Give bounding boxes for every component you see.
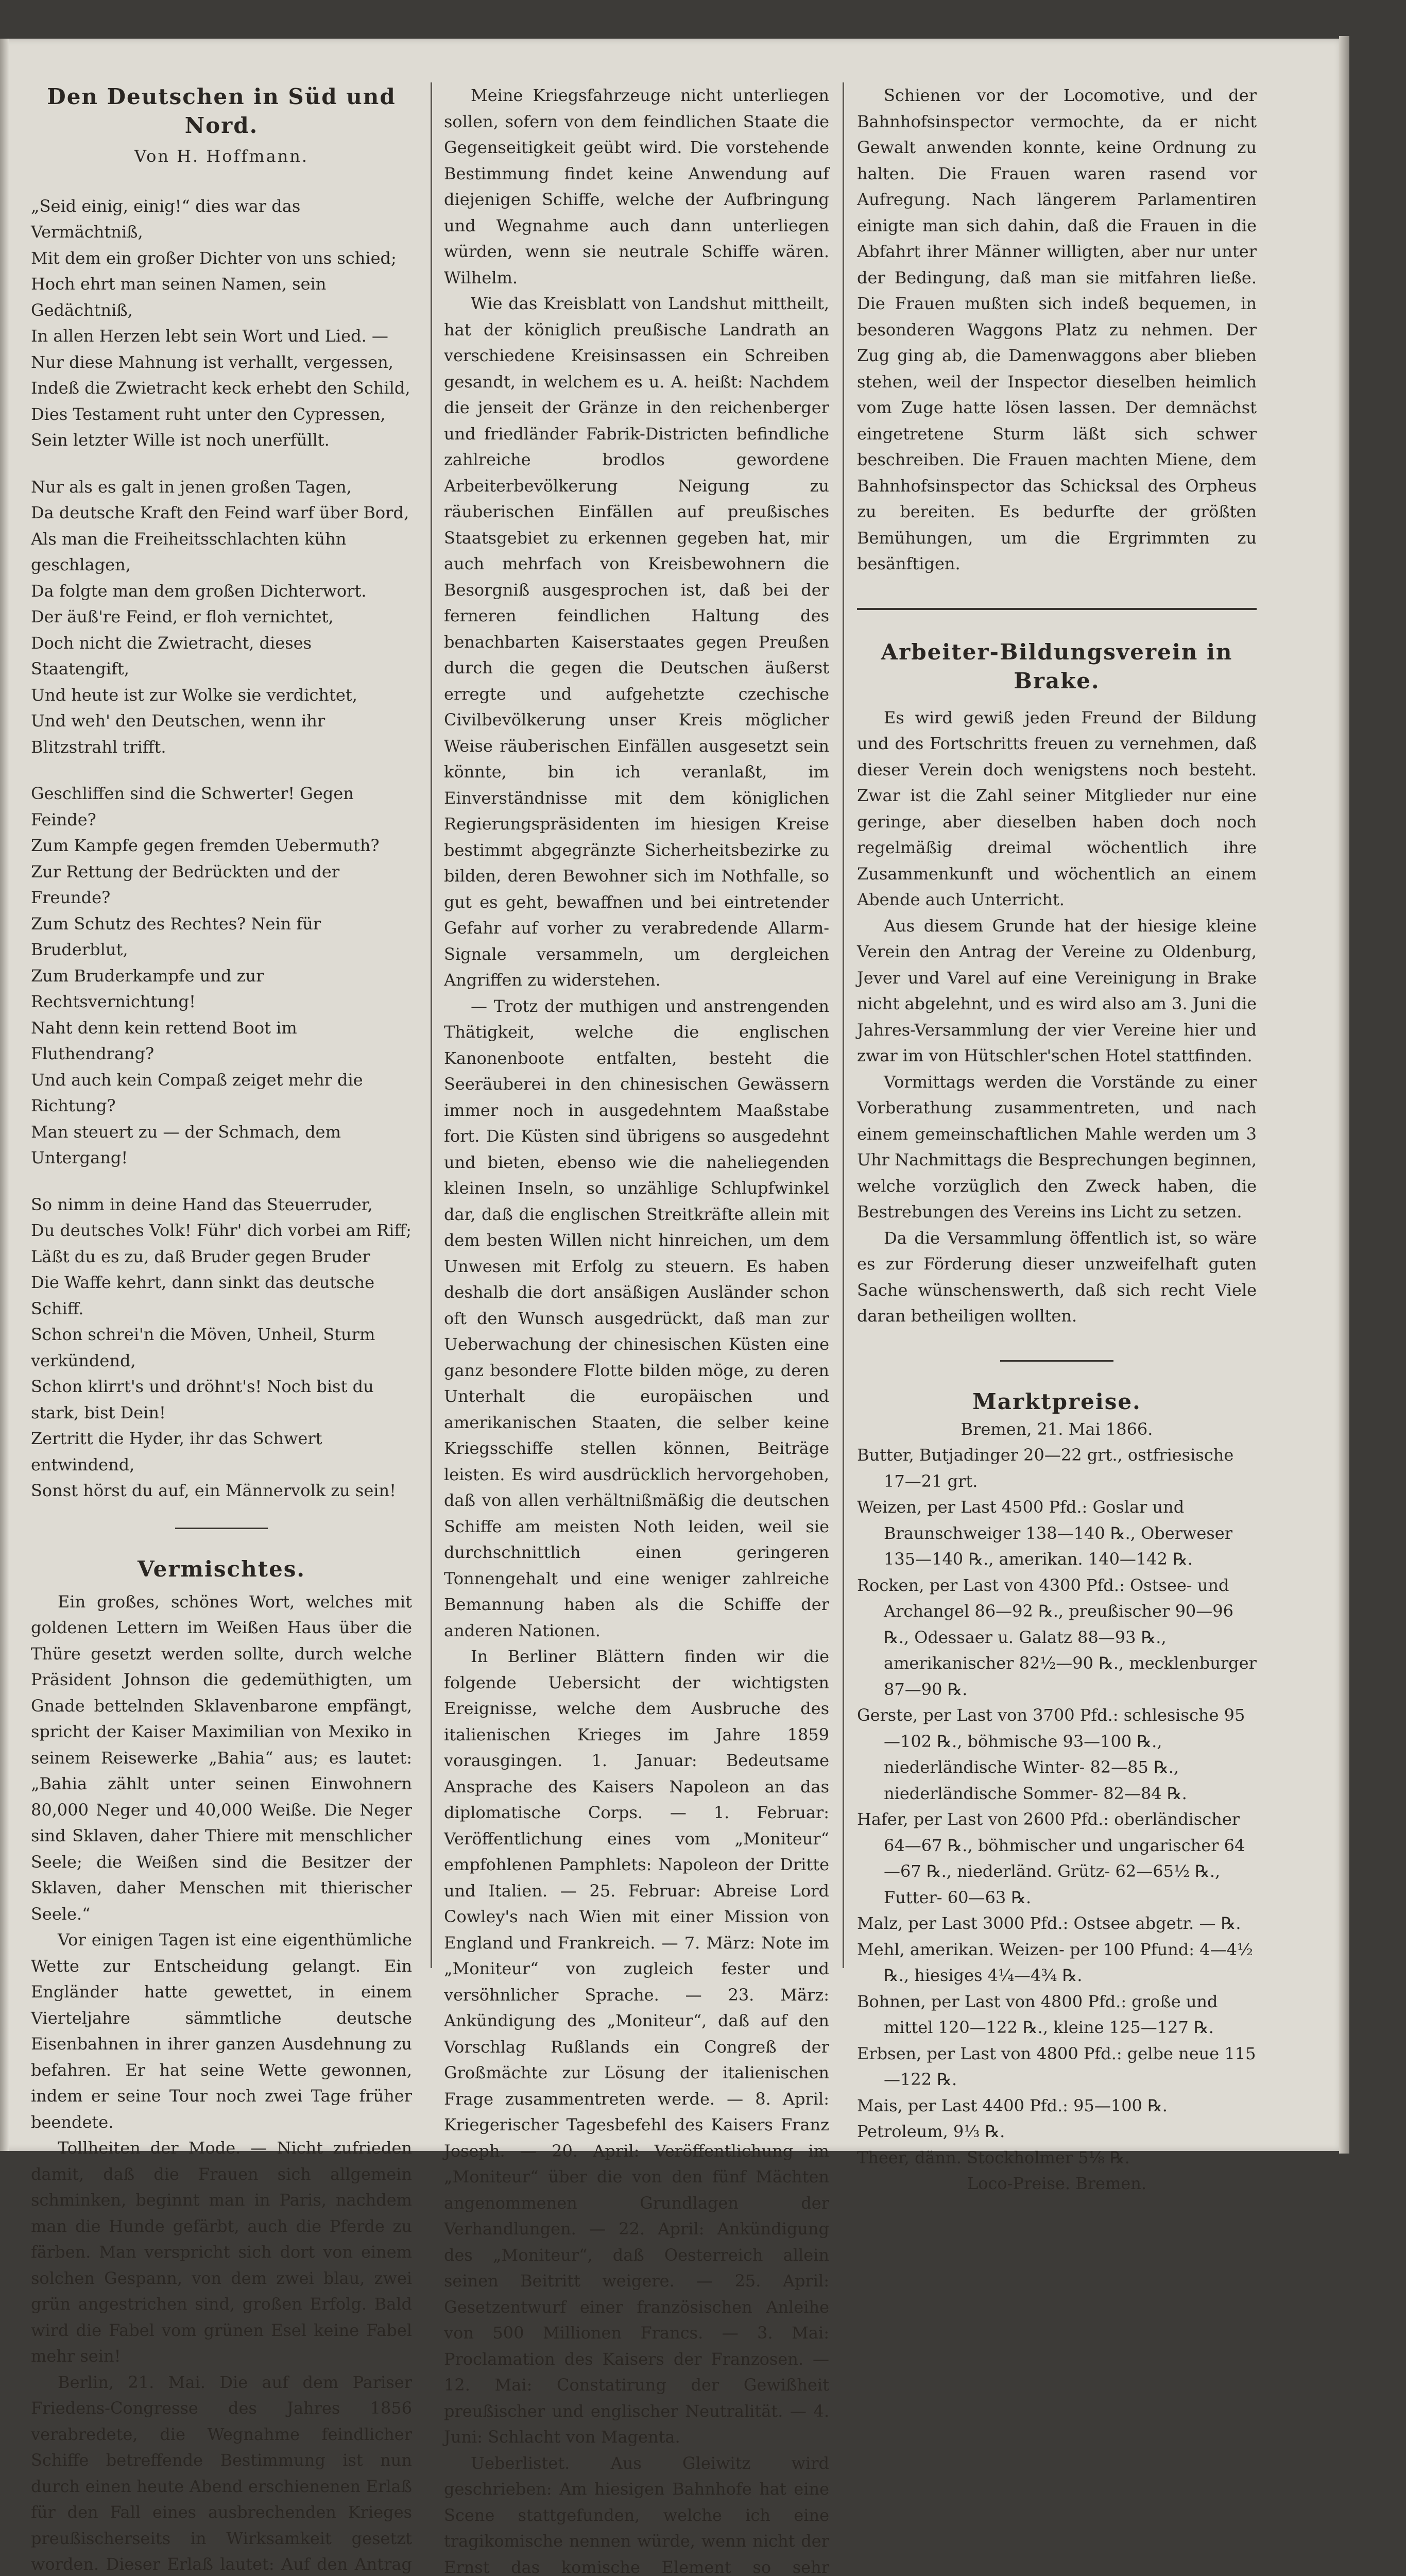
poem-line: Und weh' den Deutschen, wenn ihr Blitzstrahl trifft. bbox=[31, 708, 412, 760]
poem-line: Schon klirrt's und dröhnt's! Noch bist du stark, bist Dein! bbox=[31, 1374, 412, 1426]
marktpreise-title: Marktpreise. bbox=[857, 1387, 1257, 1416]
poem-line: Dies Testament ruht unter den Cypressen, bbox=[31, 401, 412, 428]
poem-line: Und heute ist zur Wolke sie verdichtet, bbox=[31, 682, 412, 708]
poem-author: Von H. Hoffmann. bbox=[31, 143, 412, 170]
poem-stanza bbox=[31, 193, 412, 453]
column-2-body bbox=[444, 82, 829, 2576]
price-entry: Rocken, per Last von 4300 Pfd.: Ostsee- und Archangel 86—92 ℞., preußischer 90—96 ℞., Odessaer u. Galatz 88—93 ℞., amerikanischer 82½—90 ℞., mecklenburger 87—90 ℞. bbox=[857, 1572, 1257, 1703]
poem-stanza bbox=[31, 781, 412, 1171]
price-entry: Butter, Butjadinger 20—22 grt., ostfriesische 17—21 grt. bbox=[857, 1442, 1257, 1494]
column-3-body bbox=[857, 82, 1257, 577]
poem-line: Da folgte man dem großen Dichterwort. bbox=[31, 578, 412, 604]
article-paragraph: Tollheiten der Mode. — Nicht zufrieden damit, daß die Frauen sich allgemein schminken, beginnt man in Paris, nachdem man die Hunde gefärbt, auch die Pferde zu färben. Man verspricht sich dort von einem solchen Gespann, von dem zwei blau, zwei grün angestrichen sind, großen Erfolg. Bald wird die Fabel vom grünen Esel keine Fabel mehr sein! bbox=[31, 2135, 412, 2369]
article-paragraph: Ein großes, schönes Wort, welches mit goldenen Lettern im Weißen Haus über die Thüre gesetzt werden sollte, durch welche Präsident Johnson die gedemüthigten, um Gnade bettelnden Sklavenbarone empfängt, spricht der Kaiser Maximilian von Mexiko in seinem Reisewerke „Bahia“ aus; es lautet: „Bahia zählt unter seinen Einwohnern 80,000 Neger und 40,000 Weiße. Die Neger sind Sklaven, daher Thiere mit menschlicher Seele; die Weißen sind die Besitzer der Sklaven, daher Menschen mit thierischer Seele.“ bbox=[31, 1589, 412, 1927]
column-rule-right bbox=[843, 82, 844, 1968]
column-rule-left bbox=[431, 82, 432, 1968]
poem bbox=[31, 193, 412, 1504]
poem-line: Als man die Freiheitsschlachten kühn geschlagen, bbox=[31, 526, 412, 578]
poem-stanza bbox=[31, 474, 412, 760]
poem-line: Sonst hörst du auf, ein Männervolk zu sein! bbox=[31, 1478, 412, 1504]
article-paragraph: In Berliner Blättern finden wir die folgende Uebersicht der wichtigsten Ereignisse, welche dem Ausbruche des italienischen Krieges im Jahre 1859 vorausgingen. 1. Januar: Bedeutsame Ansprache des Kaisers Napoleon an das diplomatische Corps. — 1. Februar: Veröffentlichung eines vom „Moniteur“ empfohlenen Pamphlets: Napoleon der Dritte und Italien. — 25. Februar: Abreise Lord Cowley's nach Wien mit einer Mission von England und Frankreich. — 7. März: Note im „Moniteur“ von zugleich fester und versöhnlicher Sprache. — 23. März: Ankündigung des „Moniteur“, daß auf den Vorschlag Rußlands ein Congreß der Großmächte zur Lösung der italienischen Frage zusammentreten werde. — 8. April: Kriegerischer Tagesbefehl des Kaisers Franz Joseph. — 20. April: Veröffentlichung im „Moniteur“ über die von den fünf Mächten angenommenen Grundlagen der Verhandlungen. — 22. April: Ankündigung des „Moniteur“, daß Oesterreich allein seinen Beitritt weigere. — 25. April: Gesetzentwurf einer französischen Anleihe von 500 Millionen Francs. — 3. Mai: Proclamation des Kaisers der Franzosen. — 12. Mai: Constatirung der Gewißheit preußischer und englischer Neutralität. — 4. Juni: Schlacht von Magenta. bbox=[444, 1643, 829, 2450]
marktpreise-list bbox=[857, 1442, 1257, 2171]
poem-line: Geschliffen sind die Schwerter! Gegen Feinde? bbox=[31, 781, 412, 833]
poem-line: Läßt du es zu, daß Bruder gegen Bruder bbox=[31, 1244, 412, 1270]
poem-line: Mit dem ein großer Dichter von uns schied; bbox=[31, 245, 412, 272]
article-paragraph: Meine Kriegsfahrzeuge nicht unterliegen sollen, sofern von dem feindlichen Staate die Gegenseitigkeit geübt wird. Die vorstehende Bestimmung findet keine Anwendung auf diejenigen Schiffe, welche der Aufbringung und Wegnahme auch dann unterliegen würden, wenn sie neutrale Schiffe wären. Wilhelm. bbox=[444, 82, 829, 291]
price-entry: Malz, per Last 3000 Pfd.: Ostsee abgetr. — ℞. bbox=[857, 1910, 1257, 1937]
poem-line: Nur als es galt in jenen großen Tagen, bbox=[31, 474, 412, 500]
poem-line: Nur diese Mahnung ist verhallt, vergessen, bbox=[31, 349, 412, 376]
article-paragraph: Berlin, 21. Mai. Die auf dem Pariser Friedens-Congresse des Jahres 1856 verabredete, die Wegnahme feindlicher Schiffe betreffende Bestimmung ist nun durch einen heute Abend erschienenen Erlaß für den Fall eines ausbrechenden Krieges preußischerseits in Wirksamkeit gesetzt worden. Dieser Erlaß lautet: Auf den Antrag bbox=[31, 2369, 412, 2576]
poem-line: Doch nicht die Zwietracht, dieses Staatengift, bbox=[31, 630, 412, 682]
column-3 bbox=[857, 82, 1257, 2197]
page-gutter bbox=[0, 39, 9, 2151]
article-paragraph: — Trotz der muthigen und anstrengenden Thätigkeit, welche die englischen Kanonenboote entfalten, besteht die Seeräuberei in den chinesischen Gewässern immer noch in ausgedehntem Maaßstabe fort. Die Küsten sind übrigens so ausgedehnt und bieten, ebenso wie die naheliegenden kleinen Inseln, so unzählige Schlupfwinkel dar, daß die englischen Streitkräfte allein mit dem besten Willen nicht hinreichen, um dem Unwesen mit Erfolg zu steuern. Es haben deshalb die dort ansäßigen Ausländer schon oft den Wunsch ausgedrückt, daß man zur Ueberwachung der chinesischen Küsten eine ganz besondere Flotte bilden möge, zu deren Unterhalt die europäischen und amerikanischen Staaten, die selber keine Kriegsschiffe stellen können, Beiträge leisten. Es wird ausdrücklich hervorgehoben, daß von allen verhältnißmäßig die deutschen Schiffe am meisten Noth leiden, weil sie durchschnittlich einen geringeren Tonnengehalt und eine weniger zahlreiche Bemannung haben als die Schiffe der anderen Nationen. bbox=[444, 993, 829, 1644]
marktpreise-footer: Loco-Preise. Bremen. bbox=[857, 2171, 1257, 2197]
verein-title: Arbeiter-Bildungsverein in Brake. bbox=[857, 638, 1257, 696]
poem-line: Naht denn kein rettend Boot im Fluthendrang? bbox=[31, 1015, 412, 1067]
poem-line: In allen Herzen lebt sein Wort und Lied. — bbox=[31, 323, 412, 349]
vermischtes-title: Vermischtes. bbox=[31, 1555, 412, 1584]
poem-line: Die Waffe kehrt, dann sinkt das deutsche Schiff. bbox=[31, 1269, 412, 1321]
poem-line: „Seid einig, einig!“ dies war das Vermächtniß, bbox=[31, 193, 412, 245]
poem-line: Indeß die Zwietracht keck erhebt den Schild, bbox=[31, 375, 412, 401]
price-entry: Weizen, per Last 4500 Pfd.: Goslar und Braunschweiger 138—140 ℞., Oberweser 135—140 ℞., amerikan. 140—142 ℞. bbox=[857, 1494, 1257, 1572]
price-entry: Theer, dänn. Stockholmer 5⅛ ℞. bbox=[857, 2145, 1257, 2171]
article-paragraph: Vor einigen Tagen ist eine eigenthümliche Wette zur Entscheidung gelangt. Ein Engländer hatte gewettet, in einem Vierteljahre sämmtliche deutsche Eisenbahnen in ihrer ganzen Ausdehnung zu befahren. Er hat seine Wette gewonnen, indem er seine Tour noch zwei Tage früher beendete. bbox=[31, 1927, 412, 2135]
page-edge bbox=[1339, 36, 1349, 2154]
article-paragraph: Wie das Kreisblatt von Landshut mittheilt, hat der königlich preußische Landrath an verschiedene Kreisinsassen ein Schreiben gesandt, in welchem es u. A. heißt: Nachdem die jenseit der Gränze in den reichenberger und friedländer Fabrik-Districten befindliche zahlreiche brodlos gewordene Arbeiterbevölkerung Neigung zu räuberischen Einfällen auf preußisches Staatsgebiet zu erkennen gegeben hat, mir auch mehrfach von Kreisbewohnern die Besorgniß ausgesprochen ist, daß bei der ferneren feindlichen Haltung des benachbarten Kaiserstaates gegen Preußen durch die gegen die Deutschen äußerst erregte und aufgehetzte czechische Civilbevölkerung unser Kreis möglicher Weise räuberischen Einfällen ausgesetzt sein könnte, bin ich veranlaßt, im Einverständnisse mit dem königlichen Regierungspräsidenten im hiesigen Kreise bestimmt abgegränzte Sicherheitsbezirke zu bilden, deren Bewohner sich im Nothfalle, so gut es geht, bewaffnen und bei eintretender Gefahr auf vorher zu verabredende Allarm-Signale versammeln, um dergleichen Angriffen zu widerstehen. bbox=[444, 291, 829, 993]
section-divider bbox=[1000, 1360, 1113, 1362]
poem-line: Zum Kampfe gegen fremden Uebermuth? bbox=[31, 833, 412, 859]
price-entry: Bohnen, per Last von 4800 Pfd.: große und mittel 120—122 ℞., kleine 125—127 ℞. bbox=[857, 1989, 1257, 2041]
price-entry: Erbsen, per Last von 4800 Pfd.: gelbe neue 115—122 ℞. bbox=[857, 2041, 1257, 2093]
verein-body bbox=[857, 705, 1257, 1329]
vermischtes-body bbox=[31, 1589, 412, 2576]
poem-line: Sein letzter Wille ist noch unerfüllt. bbox=[31, 427, 412, 453]
article-paragraph: Schienen vor der Locomotive, und der Bahnhofsinspector vermochte, da er nicht Gewalt anwenden konnte, keine Ordnung zu halten. Die Frauen waren rasend vor Aufregung. Nach längerem Parlamentiren einigte man sich dahin, daß die Frauen in die Abfahrt ihrer Männer willigten, aber nur unter der Bedingung, daß man sie mitfahren ließe. Die Frauen mußten sich indeß bequemen, in besonderen Waggons Platz zu nehmen. Der Zug ging ab, die Damenwaggons aber blieben stehen, weil der Inspector dieselben heimlich vom Zuge hatte lösen lassen. Der demnächst eingetretene Sturm läßt sich schwer beschreiben. Die Frauen machten Miene, dem Bahnhofsinspector das Schicksal des Orpheus zu bereiten. Es bedurfte der größten Bemühungen, um die Ergrimmten zu besänftigen. bbox=[857, 82, 1257, 577]
section-divider-thick bbox=[857, 608, 1257, 610]
article-paragraph: Es wird gewiß jeden Freund der Bildung und des Fortschritts freuen zu vernehmen, daß dieser Verein doch wenigstens noch besteht. Zwar ist die Zahl seiner Mitglieder nur eine geringe, aber dieselben haben doch noch regelmäßig dreimal wöchentlich ihre Zusammenkunft und wöchentlich an einem Abende auch Unterricht. bbox=[857, 705, 1257, 913]
price-entry: Hafer, per Last von 2600 Pfd.: oberländischer 64—67 ℞., böhmischer und ungarischer 64—67 ℞., niederländ. Grütz- 62—65½ ℞., Futter- 60—63 ℞. bbox=[857, 1806, 1257, 1910]
price-entry: Petroleum, 9⅓ ℞. bbox=[857, 2119, 1257, 2145]
price-entry: Mais, per Last 4400 Pfd.: 95—100 ℞. bbox=[857, 2093, 1257, 2119]
column-2 bbox=[444, 82, 829, 2576]
poem-line: Da deutsche Kraft den Feind warf über Bord, bbox=[31, 500, 412, 526]
poem-line: So nimm in deine Hand das Steuerruder, bbox=[31, 1192, 412, 1218]
poem-line: Zertritt die Hyder, ihr das Schwert entwindend, bbox=[31, 1426, 412, 1478]
column-1 bbox=[31, 82, 412, 2576]
poem-line: Zum Bruderkampfe und zur Rechtsvernichtung! bbox=[31, 963, 412, 1015]
section-divider bbox=[175, 1528, 268, 1529]
price-entry: Mehl, amerikan. Weizen- per 100 Pfund: 4—4½ ℞., hiesiges 4¼—4¾ ℞. bbox=[857, 1937, 1257, 1989]
poem-line: Man steuert zu — der Schmach, dem Untergang! bbox=[31, 1119, 412, 1171]
poem-stanza bbox=[31, 1192, 412, 1504]
marktpreise-dateline: Bremen, 21. Mai 1866. bbox=[857, 1416, 1257, 1443]
article-paragraph: Da die Versammlung öffentlich ist, so wäre es zur Förderung dieser unzweifelhaft guten Sache wünschenswerth, daß sich recht Viele daran betheiligen wollten. bbox=[857, 1225, 1257, 1329]
article-paragraph: Aus diesem Grunde hat der hiesige kleine Verein den Antrag der Vereine zu Oldenburg, Jever und Varel auf eine Vereinigung in Brake nicht abgelehnt, und es wird also am 3. Juni die Jahres-Versammlung der vier Vereine hier und zwar im von Hütschler'schen Hotel stattfinden. bbox=[857, 913, 1257, 1069]
poem-line: Hoch ehrt man seinen Namen, sein Gedächtniß, bbox=[31, 271, 412, 323]
poem-line: Und auch kein Compaß zeiget mehr die Richtung? bbox=[31, 1067, 412, 1119]
poem-line: Der äuß're Feind, er floh vernichtet, bbox=[31, 604, 412, 630]
article-paragraph: Ueberlistet. Aus Gleiwitz wird geschrieben: Am hiesigen Bahnhofe hat eine Scene stattgefunden, welche ich eine tragikomische nennen würde, wenn nicht der Ernst das komische Element so sehr bbox=[444, 2450, 829, 2576]
price-entry: Gerste, per Last von 3700 Pfd.: schlesische 95—102 ℞., böhmische 93—100 ℞., niederländische Winter- 82—85 ℞., niederländische Sommer- 82—84 ℞. bbox=[857, 1702, 1257, 1806]
poem-title: Den Deutschen in Süd und Nord. bbox=[31, 82, 412, 140]
article-paragraph: Vormittags werden die Vorstände zu einer Vorberathung zusammentreten, und nach einem gemeinschaftlichen Mahle werden um 3 Uhr Nachmittags die Besprechungen beginnen, welche vorzüglich den Zweck haben, die Bestrebungen des Vereins ins Licht zu setzen. bbox=[857, 1069, 1257, 1225]
poem-line: Zur Rettung der Bedrückten und der Freunde? bbox=[31, 859, 412, 911]
poem-line: Zum Schutz des Rechtes? Nein für Bruderblut, bbox=[31, 911, 412, 963]
poem-line: Schon schrei'n die Möven, Unheil, Sturm verkündend, bbox=[31, 1321, 412, 1374]
poem-line: Du deutsches Volk! Führ' dich vorbei am Riff; bbox=[31, 1217, 412, 1244]
